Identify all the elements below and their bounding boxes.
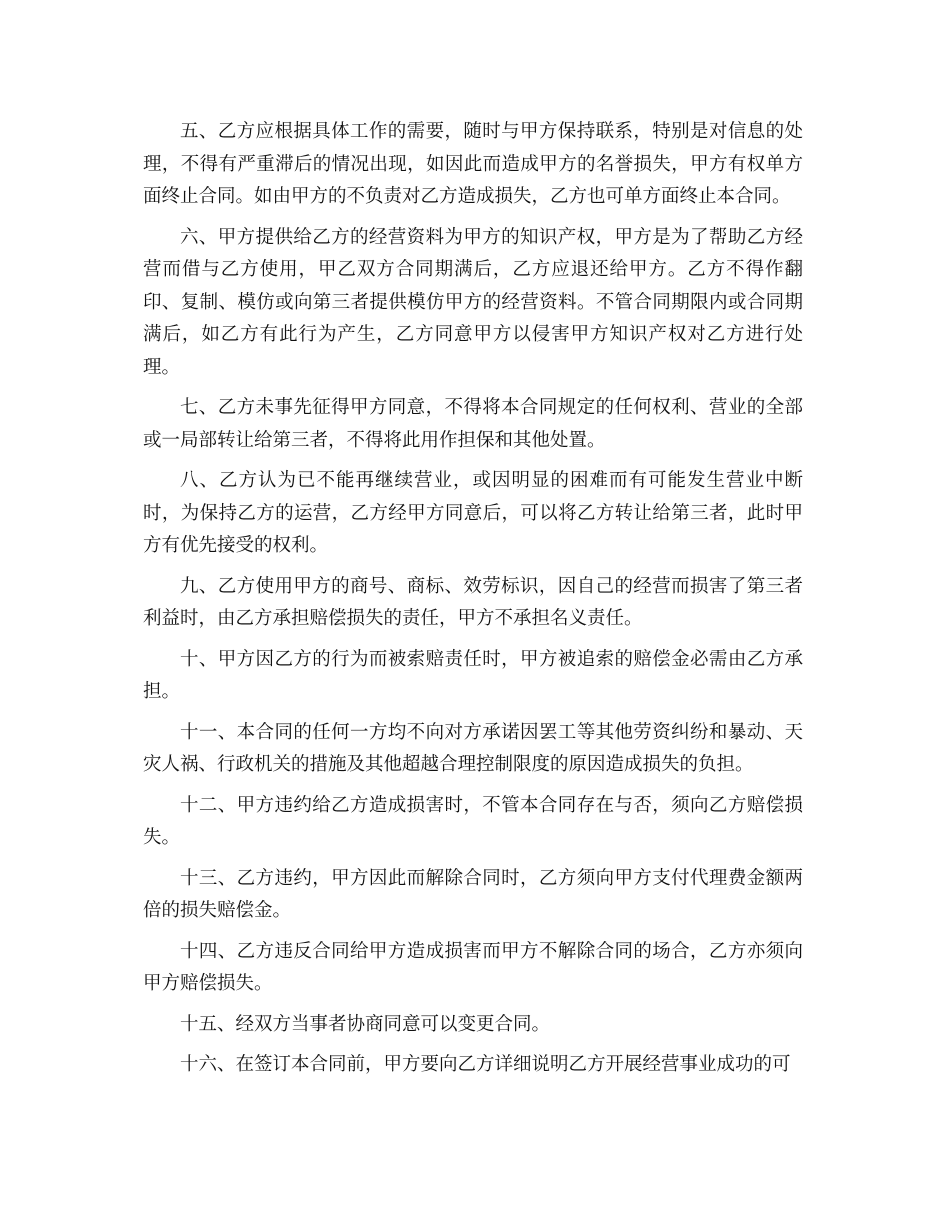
clause-5: 五、乙方应根据具体工作的需要，随时与甲方保持联系，特别是对信息的处理，不得有严重滞后的情况出现，如因此而造成甲方的名誉损失，甲方有权单方面终止合同。如由甲方的不负责对乙方造成损失，乙方也可单方面终止本合同。 — [143, 121, 803, 207]
clause-6: 六、甲方提供给乙方的经营资料为甲方的知识产权，甲方是为了帮助乙方经营而借与乙方使用，甲乙双方合同期满后，乙方应退还给甲方。乙方不得作翻印、复制、模仿或向第三者提供模仿甲方的经营资料。不管合同期限内或合同期满后，如乙方有此行为产生，乙方同意甲方以侵害甲方知识产权对乙方进行处理。 — [143, 226, 803, 378]
clause-8: 八、乙方认为已不能再继续营业，或因明显的困难而有可能发生营业中断时，为保持乙方的运营，乙方经甲方同意后，可以将乙方转让给第三者，此时甲方有优先接受的权利。 — [143, 470, 803, 556]
contract-body — [143, 116, 803, 1090]
clause-10: 十、甲方因乙方的行为而被索赔责任时，甲方被追索的赔偿金必需由乙方承担。 — [143, 648, 803, 702]
clause-11: 十一、本合同的任何一方均不向对方承诺因罢工等其他劳资纠纷和暴动、天灾人祸、行政机关的措施及其他超越合理控制限度的原因造成损失的负担。 — [143, 721, 803, 775]
clause-7: 七、乙方未事先征得甲方同意，不得将本合同规定的任何权利、营业的全部或一局部转让给第三者，不得将此用作担保和其他处置。 — [143, 397, 803, 451]
clause-14: 十四、乙方违反合同给甲方造成损害而甲方不解除合同的场合，乙方亦须向甲方赔偿损失。 — [143, 940, 803, 994]
clause-13: 十三、乙方违约，甲方因此而解除合同时，乙方须向甲方支付代理费金额两倍的损失赔偿金。 — [143, 867, 803, 921]
clause-16: 十六、在签订本合同前，甲方要向乙方详细说明乙方开展经营事业成功的可 — [180, 1054, 791, 1075]
clause-9: 九、乙方使用甲方的商号、商标、效劳标识，因自己的经营而损害了第三者利益时，由乙方承担赔偿损失的责任，甲方不承担名义责任。 — [143, 575, 803, 629]
clause-12: 十二、甲方违约给乙方造成损害时，不管本合同存在与否，须向乙方赔偿损失。 — [143, 794, 803, 848]
clause-15: 十五、经双方当事者协商同意可以变更合同。 — [180, 1013, 551, 1035]
